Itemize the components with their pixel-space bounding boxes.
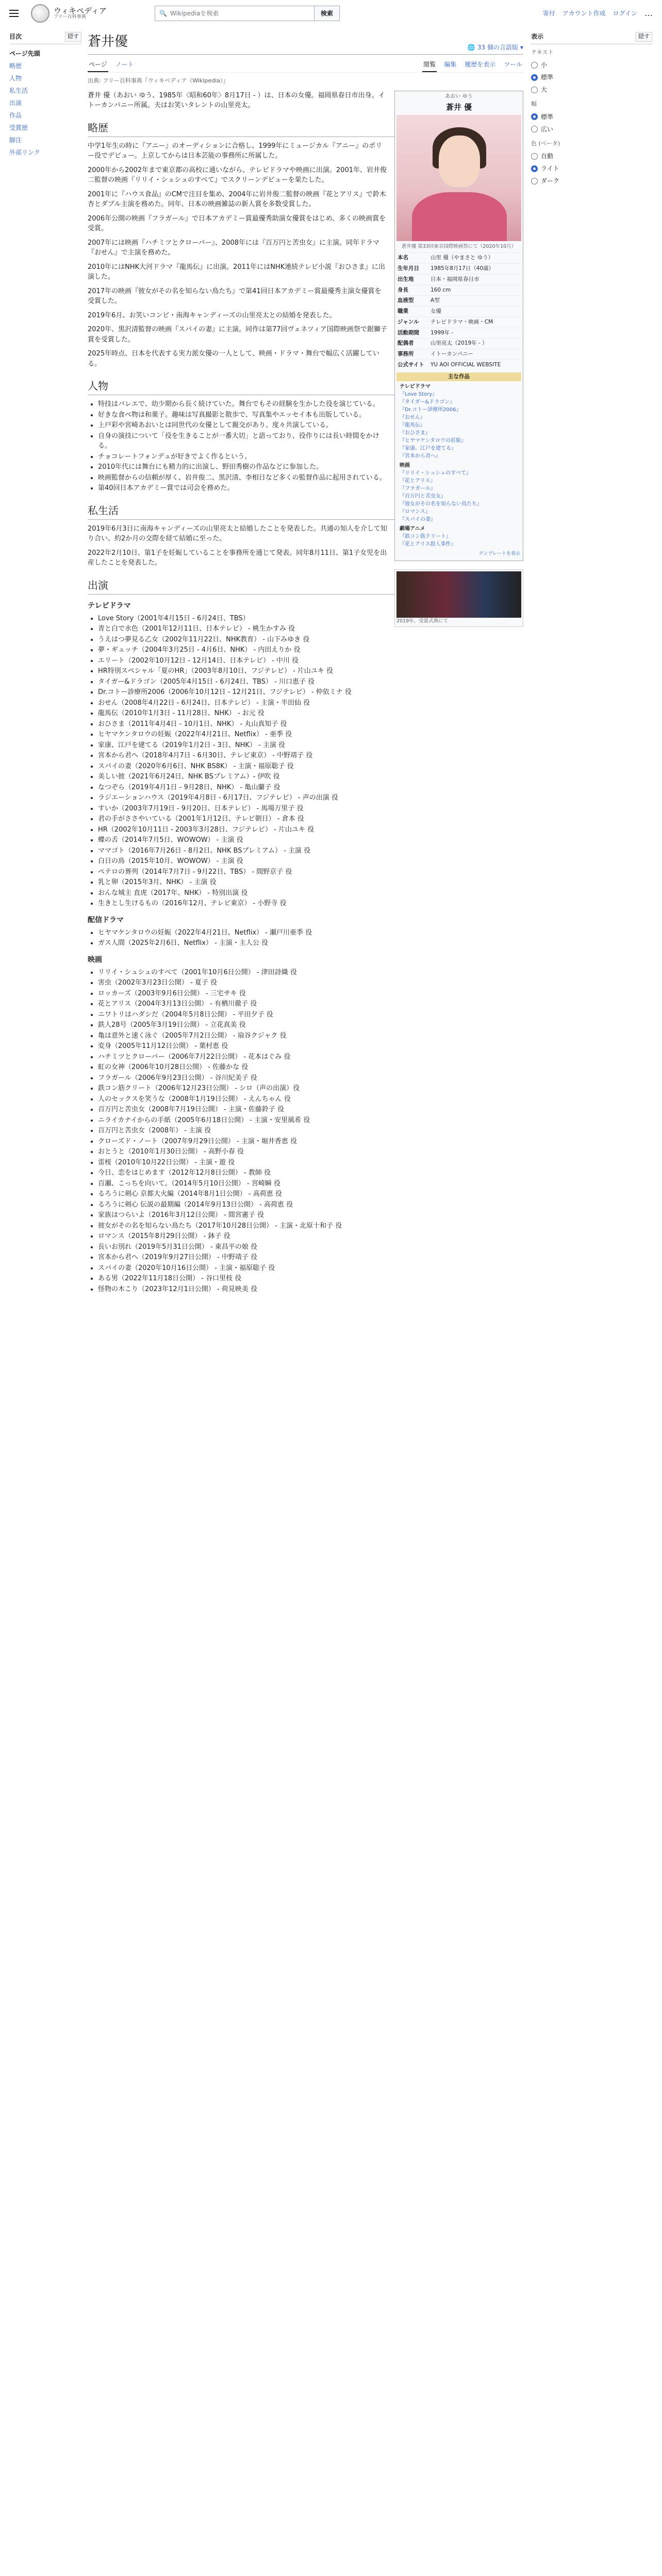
infobox-value: 日本・福岡県春日市 (431, 276, 479, 282)
work-list-item: • クローズド・ノート（2007年9月29日公開） - 主演・堀井香恵 役 (98, 1137, 523, 1147)
radio-icon (531, 74, 538, 81)
radio-icon (531, 113, 538, 120)
site-header (0, 0, 662, 27)
infobox-work-link[interactable]: 『彼女がその名を知らない鳥たち』 (400, 501, 482, 507)
infobox-key: 事務所 (398, 351, 414, 357)
work-list-item: • ニライカナイからの手紙（2005年6月18日公開） - 主演・安里風希 役 (98, 1115, 523, 1126)
work-list-item: • Love Story（2001年4月15日 - 6月24日、TBS） (98, 614, 523, 624)
section-paragraph: 2019年6月、お笑いコンビ・南海キャンディーズの山里亮太との結婚を発表した。 (88, 311, 336, 319)
infobox-key: 本名 (398, 255, 408, 261)
radio-label: 大 (541, 86, 548, 93)
section-paragraph: 2019年6月3日に南海キャンディーズの山里亮太と結婚したことを発表した。共通の知人を介して知り合い、約2か月の交際を経て結婚に至った。 (88, 524, 387, 543)
work-list-item: • すいか（2003年7月19日 - 9月20日、日本テレビ） - 馬場万里子 役 (98, 804, 523, 814)
toc-item[interactable]: 外部リンク (9, 148, 40, 156)
radio-option[interactable] (531, 71, 652, 83)
work-list-item: • るろうに剣心 伝説の最期編（2014年9月13日公開） - 高荷恵 役 (98, 1200, 523, 1210)
works-film-title: 映画 (400, 463, 410, 469)
infobox-work-link[interactable]: 『ヒヤマケンタロウの妊娠』 (400, 438, 467, 444)
toc-sidebar (9, 32, 81, 159)
bullet-item: • 第40回日本アカデミー賞では司会を務めた。 (98, 483, 523, 494)
infobox-row (396, 338, 521, 349)
work-list-item: • ママゴト（2016年7月26日 - 8月2日、NHK BSプレミアム） - 主演 役 (98, 846, 523, 856)
page-title: 蒼井優 (88, 34, 128, 49)
search-button[interactable]: 検索 (315, 6, 340, 21)
work-list-item: • 家族はつらいよ（2016年3月12日公開） - 間宮憲子 役 (98, 1210, 523, 1221)
infobox-work-link[interactable]: 『ロマンス』 (400, 509, 431, 515)
bullet-item: • 好きな食べ物は和菓子。趣味は写真撮影と散歩で、写真集やエッセイ本も出版している。 (98, 410, 523, 420)
infobox-value: イトーカンパニー (431, 351, 474, 357)
infobox-name: 蒼井 優 (445, 102, 472, 112)
language-button[interactable] (468, 43, 523, 52)
template-link[interactable]: テンプレートを表示 (478, 551, 520, 557)
infobox-work-link[interactable]: 『花とアリス殺人事件』 (400, 541, 456, 548)
radio-option[interactable] (531, 59, 652, 71)
user-links (543, 7, 653, 20)
infobox-value: 1999年 - (431, 329, 454, 336)
work-list-item: • 虹の女神（2006年10月28日公開） - 佐藤かな 役 (98, 1062, 523, 1073)
section-paragraph: 2010年にはNHK大河ドラマ『龍馬伝』に出演。2011年にはNHK連続テレビ小説『おひさま』に出演した。 (88, 263, 385, 281)
logo-subtitle: フリー百科事典 (54, 14, 86, 20)
wikipedia-logo[interactable] (31, 4, 139, 23)
work-list-item: • 雷桜（2010年10月22日公開） - 主演・遊 役 (98, 1158, 523, 1168)
works-anime-title: 劇場アニメ (400, 526, 425, 532)
radio-option[interactable] (531, 83, 652, 96)
infobox-work-link[interactable]: 『フラガール』 (400, 486, 436, 492)
work-list-item: • 鉄コン筋クリート（2006年12月23日公開） - シロ（声の出演）役 (98, 1083, 523, 1094)
section-paragraph: 2017年の映画『彼女がその名を知らない鳥たち』で第41回日本アカデミー賞最優秀主演女優賞を受賞した。 (88, 287, 382, 305)
toc-item[interactable]: 人物 (9, 74, 22, 82)
radio-label: ライト (541, 165, 559, 172)
radio-option[interactable] (531, 162, 652, 175)
work-list-item: • おせん（2008年4月22日 - 6月24日、日本テレビ） - 主演・半田仙 役 (98, 698, 523, 708)
infobox-ruby: あおい ゆう (445, 93, 473, 99)
bullet-item: • 自身の演技について「役を生きることが一番大切」と語っており、役作りには長い時間をかける。 (98, 431, 523, 451)
infobox-work-link[interactable]: 『おひさま』 (400, 430, 431, 436)
toc-hide-button[interactable]: 隠す (65, 32, 81, 42)
infobox-work-link[interactable]: 『百万円と苦虫女』 (400, 494, 446, 500)
appearance-hide-button[interactable]: 隠す (636, 32, 652, 42)
tab-page[interactable]: ページ (88, 58, 108, 72)
toc-item[interactable]: 脚注 (9, 136, 22, 144)
work-list-item: • 彼女がその名を知らない鳥たち（2017年10月28日公開） - 主演・北原十和子 役 (98, 1221, 523, 1231)
infobox (394, 91, 523, 561)
tv-heading: テレビドラマ (88, 601, 131, 610)
toc-item[interactable]: ページ先頭 (9, 49, 40, 57)
infobox-key: 配偶者 (398, 340, 414, 347)
section-heading: 略歴 (88, 120, 523, 137)
works-tv-title: テレビドラマ (400, 384, 431, 390)
work-list-item: • 長いお別れ（2019年5月31日公開） - 東昌平の娘 役 (98, 1242, 523, 1252)
toc-item[interactable]: 受賞歴 (9, 124, 28, 131)
section-paragraph: 2001年に『ハウス食品』のCMで注目を集め、2004年に岩井俊二監督の映画『花とアリス』で鈴木杏とダブル主演を務めた。同年、日本の映画雑誌の新人賞を多数受賞した。 (88, 190, 386, 208)
tab-tools[interactable]: ツール (504, 61, 522, 68)
page-tabs (88, 58, 523, 73)
infobox-value: A型 (431, 297, 440, 304)
work-list-item: • タイガー&ドラゴン（2005年4月15日 - 6月24日、TBS） - 川口恵子 役 (98, 677, 523, 687)
work-list-item: • フラガール（2006年9月23日公開） - 谷川紀美子 役 (98, 1073, 523, 1083)
infobox-row (396, 252, 521, 263)
work-list-item: • 百万円と苦虫女（2008年） - 主演 役 (98, 1126, 523, 1136)
infobox-value: 山里 優（やまさと ゆう） (431, 255, 494, 261)
infobox-key: 職業 (398, 308, 408, 314)
work-list-item: • 夢・ギュッチ（2004年3月25日 - 4月6日、NHK） - 内田えりか 役 (98, 645, 523, 655)
work-list-item: • スパイの妻（2020年10月16日公開） - 主演・福原聡子 役 (98, 1263, 523, 1274)
section-heading: 人物 (88, 378, 523, 395)
main-menu-button[interactable] (9, 6, 24, 21)
work-list-item: • おひさま（2011年4月4日 - 10月1日、NHK） - 丸山真知子 役 (98, 719, 523, 730)
radio-label: 自動 (541, 152, 554, 160)
work-list-item: • おんな城主 直虎（2017年、NHK） - 特別出演 役 (98, 888, 523, 899)
work-list-item: • 乳と卵（2015年3月、NHK） - 主演 役 (98, 877, 523, 888)
infobox-key: 身長 (398, 286, 408, 293)
section-paragraph: 2007年には映画『ハチミツとクローバー』、2008年には『百万円と苦虫女』に主演。同年ドラマ『おせん』で主演を務めた。 (88, 239, 380, 257)
appearance-panel (531, 32, 652, 187)
search-form (155, 6, 340, 21)
work-list-item: • 百瀬、こっちを向いて。（2014年5月10日公開） - 宮崎瞬 役 (98, 1179, 523, 1189)
infobox-row (396, 349, 521, 360)
haishin-heading: 配信ドラマ (88, 916, 124, 924)
infobox-works-title: 主な作品 (396, 372, 521, 382)
work-list-item: • 亀は意外と速く泳ぐ（2005年7月2日公開） - 扇谷クジャク 役 (98, 1031, 523, 1041)
work-list-item: • ある男（2022年11月18日公開） - 谷口里枝 役 (98, 1274, 523, 1284)
work-list-item: • 百万円と苦虫女（2008年7月19日公開） - 主演・佐藤鈴子 役 (98, 1105, 523, 1115)
infobox-work-link[interactable]: 『Dr.コトー診療所2006』 (400, 407, 461, 413)
work-list-item: • 今日、恋をはじめます（2012年12月8日公開） - 教師 役 (98, 1168, 523, 1178)
text-size-label: テキスト (531, 48, 554, 56)
infobox-key: 出生地 (398, 276, 414, 282)
infobox-work-link[interactable]: 『スパイの妻』 (400, 517, 436, 523)
infobox-value: 1985年8月17日（40歳） (431, 265, 494, 272)
work-list-item: • ペテロの葬列（2014年7月7日 - 9月22日、TBS） - 間野京子 役 (98, 867, 523, 877)
radio-label: 広い (541, 125, 554, 133)
tab-talk[interactable]: ノート (115, 61, 134, 68)
section-paragraph: 2020年、黒沢清監督の映画『スパイの妻』に主演。同作は第77回ヴェネツィア国際映画祭で銀獅子賞を受賞した。 (88, 326, 387, 344)
work-list-item: • リリイ・シュシュのすべて（2001年10月6日公開） - 津田詩織 役 (98, 968, 523, 978)
film-heading: 映画 (88, 955, 102, 964)
work-list-item: • ヒヤマケンタロウの妊娠（2022年4月21日、Netflix） - 亜季 役 (98, 730, 523, 740)
work-list-item: • うえはつ夢見る乙女（2002年11月22日、NHK教育） - 山下みゆき 役 (98, 635, 523, 645)
work-list-item: • 白日の鳥（2015年10月、WOWOW） - 主演 役 (98, 856, 523, 867)
language-count: 33 個の言語版 (477, 44, 518, 51)
infobox-work-link[interactable]: 『リリイ・シュシュのすべて』 (400, 470, 472, 477)
color-label: 色 (ベータ) (531, 140, 560, 147)
bullet-item: • 特技はバレエで、幼少期から長く続けていた。舞台でもその経験を生かした役を演じている。 (98, 399, 523, 410)
work-list-item: • 青と白で水色（2001年12月11日、日本テレビ） - 桃生かすみ 役 (98, 624, 523, 634)
section-paragraph: 2022年2月10日、第1子を妊娠していることを事務所を通じて発表。同年8月11日、第1子女児を出産したことを発表した。 (88, 549, 387, 567)
work-list-item: • エリート（2002年10月12日 - 12月14日、日本テレビ） - 中川 役 (98, 656, 523, 666)
infobox-value: 山里亮太（2019年 - ） (431, 340, 488, 347)
infobox-work-link[interactable]: 『花とアリス』 (400, 478, 436, 484)
work-list-item: • 怪物の木こり（2023年12月1日公開） - 荷見映美 役 (98, 1284, 523, 1295)
work-list-item: • ヒヤマケンタロウの妊娠（2022年4月21日、Netflix） - 瀬戸川亜季 役 (98, 928, 523, 938)
work-list-item: • 龍馬伝（2010年1月3日 - 11月28日、NHK） - お元 役 (98, 708, 523, 719)
search-input[interactable] (155, 6, 315, 21)
infobox-work-link[interactable]: 『Love Story』 (400, 392, 438, 398)
radio-option[interactable] (531, 175, 652, 187)
infobox-row (396, 317, 521, 328)
work-list-item: • HR（2002年10月11日 - 2003年3月28日、フジテレビ） - 片山ユキ 役 (98, 825, 523, 835)
work-list-item: • ハチミツとクローバー（2006年7月22日公開） - 花本はぐみ 役 (98, 1052, 523, 1062)
infobox-row (396, 285, 521, 296)
infobox-key: 公式サイト (398, 361, 424, 368)
radio-label: 小 (541, 61, 548, 69)
search-icon: 🔍 (159, 10, 167, 17)
radio-icon (531, 62, 538, 69)
infobox-value: テレビドラマ・映画・CM (431, 318, 493, 325)
thumbnail (394, 569, 523, 627)
toc-title: 目次 (9, 33, 22, 40)
infobox-row (396, 306, 521, 317)
login-link[interactable]: ログイン (613, 10, 637, 17)
infobox-key: 生年月日 (398, 265, 419, 272)
section-heading: 私生活 (88, 503, 523, 520)
source-line: 出典: フリー百科事典『ウィキペディア（Wikipedia）』 (88, 77, 229, 84)
work-list-item: • ロマンス（2015年8月29日公開） - 鉢子 役 (98, 1231, 523, 1242)
work-list-item: • HR特別スペシャル「夏のHR」（2003年8月10日、フジテレビ） - 片山ユキ 役 (98, 666, 523, 676)
section-paragraph: 中学1年生の時に『アニー』のオーディションに合格し、1999年にミュージカル『アニー』のポリー役でデビュー。上京してからは日本芸能の事務所に所属した。 (88, 142, 383, 160)
intro-paragraph: 蒼井 優（あおい ゆう、1985年〈昭和60年〉8月17日 - ）は、日本の女優。福岡県春日市出身。イトーカンパニー所属。夫はお笑いタレントの山里亮太。 (88, 91, 385, 109)
width-label: 幅 (531, 100, 537, 107)
infobox-work-link[interactable]: 『鉄コン筋クリート』 (400, 534, 451, 540)
infobox-key: ジャンル (398, 318, 419, 325)
main-content (88, 32, 523, 1297)
work-list-item: • おとうと（2010年1月30日公開） - 高野小春 役 (98, 1147, 523, 1157)
work-list-item: • Dr.コトー診療所2006（2006年10月12日 - 12月21日、フジテレビ） - 仲依ミナ 役 (98, 687, 523, 698)
infobox-row (396, 328, 521, 338)
infobox-work-link[interactable]: 『龍馬伝』 (400, 422, 425, 429)
radio-label: 標準 (541, 74, 554, 81)
radio-icon (531, 87, 538, 93)
infobox-row (396, 274, 521, 285)
work-list-item: • 君の手がささやいている（2001年1月12日、テレビ朝日） - 倉本 役 (98, 814, 523, 824)
globe-icon (31, 4, 49, 23)
toc-item[interactable]: 略歴 (9, 62, 22, 70)
create-account-link[interactable]: アカウント作成 (562, 10, 606, 17)
radio-icon (531, 126, 538, 132)
bullet-item: • 上戸彩や宮崎あおいとは同世代の女優として親交があり、度々共演している。 (98, 420, 523, 431)
more-options-icon[interactable]: … (644, 8, 653, 18)
radio-option[interactable] (531, 123, 652, 135)
tab-read[interactable]: 閲覧 (422, 58, 437, 72)
portrait-image[interactable] (396, 115, 521, 241)
radio-icon (531, 165, 538, 172)
infobox-value: 160 cm (431, 286, 451, 293)
thumbnail-caption: 2019年、受賞式典にて (396, 618, 449, 624)
work-list-item: • 人のセックスを笑うな（2008年1月19日公開） - えんちゃん 役 (98, 1094, 523, 1105)
tab-edit[interactable]: 編集 (444, 61, 457, 68)
work-list-item: • ニワトリはハダシだ（2004年5月8日公開） - 平田夕子 役 (98, 1010, 523, 1020)
infobox-key: 活動期間 (398, 329, 419, 336)
infobox-work-link[interactable]: 『おせん』 (400, 415, 425, 421)
search-placeholder: Wikipediaを検索 (170, 10, 219, 17)
infobox-value: 女優 (431, 308, 441, 314)
work-list-item: • 変身（2005年11月12日公開） - 葉村恵 役 (98, 1041, 523, 1052)
chevron-down-icon: ▾ (520, 44, 523, 51)
work-list-item: • 鉄人28号（2005年3月19日公開） - 立花真美 役 (98, 1020, 523, 1030)
toc-item[interactable]: 作品 (9, 111, 22, 119)
radio-icon (531, 178, 538, 184)
work-list-item: • ガス人間（2025年2月6日、Netflix） - 主演・主人公 役 (98, 938, 523, 948)
work-list-item: • 害虫（2002年3月23日公開） - 夏子 役 (98, 978, 523, 988)
bullet-item: • チョコレートフォンデュが好きでよく作るという。 (98, 452, 523, 462)
radio-label: ダーク (541, 177, 560, 184)
work-list-item: • ロッカーズ（2003年9月6日公開） - 三宅サキ 役 (98, 989, 523, 999)
infobox-key: 血液型 (398, 297, 414, 304)
work-list-item: • ラジエーションハウス（2019年4月8日 - 6月17日、フジテレビ） - 声の出演 役 (98, 793, 523, 803)
infobox-work-link[interactable]: 『タイガー&ドラゴン』 (400, 399, 455, 405)
logo-title: ウィキペディア (54, 6, 107, 15)
section-paragraph: 2006年公開の映画『フラガール』で日本アカデミー賞最優秀助演女優賞をはじめ、多くの映画賞を受賞。 (88, 214, 386, 232)
radio-icon (531, 153, 538, 160)
infobox-work-link[interactable]: 『宮本から君へ』 (400, 453, 441, 460)
section-paragraph: 2000年から2002年まで東京都の高校に通いながら、テレビドラマや映画に出演。2001年、岩井俊二監督の映画『リリイ・シュシュのすべて』でスクリーンデビューを果たした。 (88, 166, 387, 184)
bullet-item: • 2010年代には舞台にも精力的に出演し、野田秀樹の作品などに参加した。 (98, 462, 523, 472)
infobox-row (396, 263, 521, 274)
infobox-row (396, 360, 521, 370)
work-list-item: • スパイの妻（2020年6月6日、NHK BS8K） - 主演・福原聡子 役 (98, 761, 523, 772)
infobox-row (396, 295, 521, 306)
infobox-work-link[interactable]: 『家康、江戸を建てる』 (400, 446, 456, 452)
infobox-caption: 蒼井優 第33回東京国際映画祭にて（2020年10月） (401, 244, 517, 249)
radio-label: 標準 (541, 113, 554, 121)
work-list-item: • 生きとし生けるもの（2016年12月、テレビ東京） - 小野寺 役 (98, 899, 523, 909)
work-list-item: • 蝶の舌（2014年7月5日、WOWOW） - 主演 役 (98, 835, 523, 845)
work-list-item: • なつぞら（2019年4月1日 - 9月28日、NHK） - 亀山蘭子 役 (98, 783, 523, 793)
work-list-item: • 宮本から君へ（2019年9月27日公開） - 中野靖子 役 (98, 1252, 523, 1263)
radio-option[interactable] (531, 150, 652, 162)
section-heading: 出演 (88, 578, 523, 595)
donate-link[interactable]: 寄付 (542, 10, 555, 17)
tab-history[interactable]: 履歴を表示 (465, 61, 496, 68)
work-list-item: • 家康、江戸を建てる（2019年1月2日 - 3日、NHK） - 主演 役 (98, 740, 523, 751)
work-list-item: • るろうに剣心 京都大火編（2014年8月1日公開） - 高荷恵 役 (98, 1189, 523, 1199)
work-list-item: • 美しい彼（2021年6月24日、NHK BSプレミアム）- 伊吹 役 (98, 772, 523, 782)
toc-item[interactable]: 出演 (9, 99, 22, 107)
work-list-item: • 宮本から君へ（2018年4月7日 - 6月30日、テレビ東京） - 中野靖子 役 (98, 751, 523, 761)
appearance-title: 表示 (531, 33, 544, 40)
bullet-item: • 映画監督からの信頼が厚く、岩井俊二、黒沢清、李相日など多くの監督作品に起用されている。 (98, 473, 523, 483)
toc-item[interactable]: 私生活 (9, 87, 28, 94)
language-icon: 🌐 (467, 44, 475, 51)
work-list-item: • 花とアリス（2004年3月13日公開） - 有栖川徹子 役 (98, 999, 523, 1009)
thumbnail-image[interactable] (396, 571, 521, 618)
section-paragraph: 2025年時点、日本を代表する実力派女優の一人として、映画・ドラマ・舞台で幅広く活躍している。 (88, 350, 379, 368)
infobox-value: YU AOI OFFICIAL WEBSITE (431, 361, 501, 368)
radio-option[interactable] (531, 111, 652, 123)
